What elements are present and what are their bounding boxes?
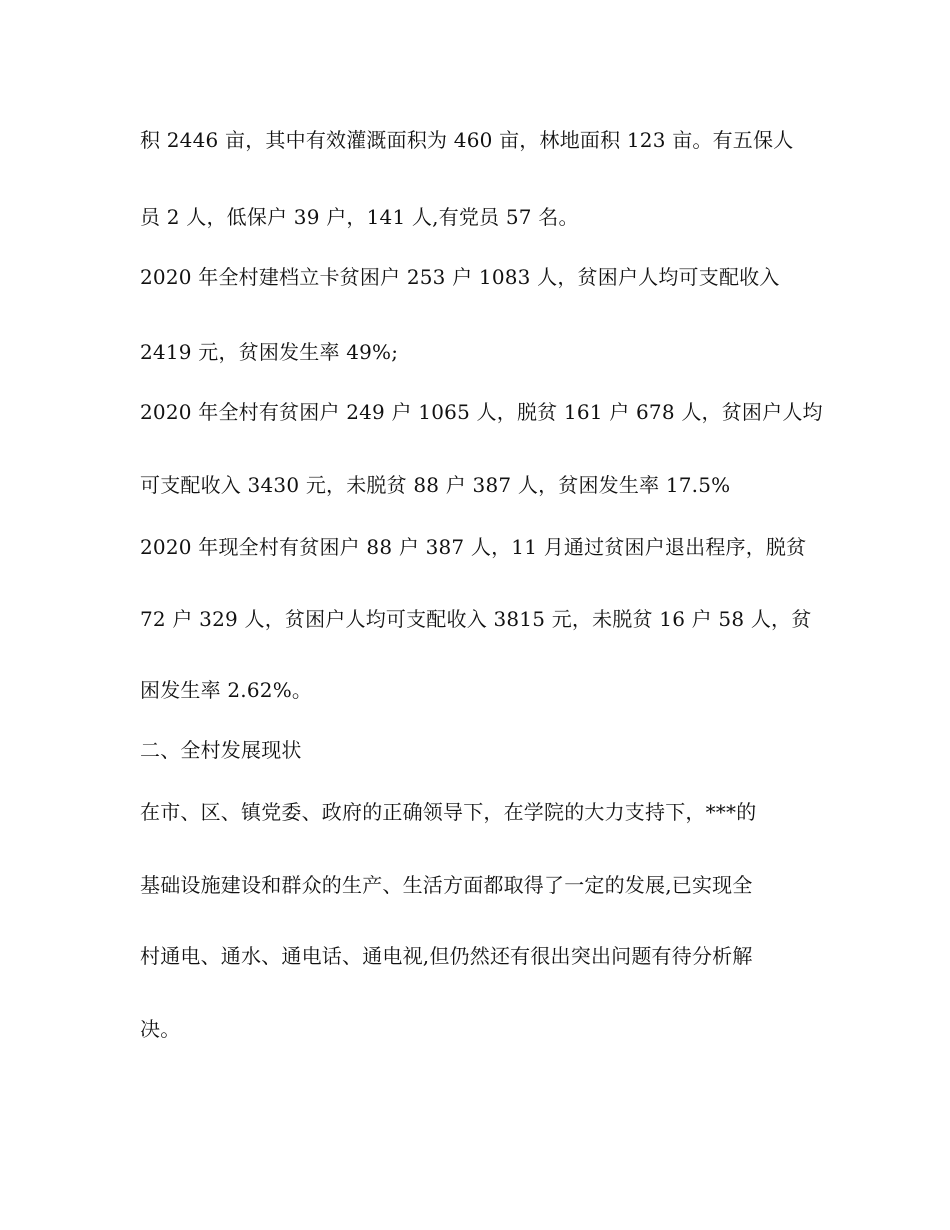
paragraph-line: 在市、区、镇党委、政府的正确领导下，在学院的大力支持下，***的 xyxy=(140,800,757,824)
paragraph-line: 2020 年现全村有贫困户 88 户 387 人，11 月通过贫困户退出程序，脱贫 xyxy=(140,535,807,559)
paragraph-line: 员 2 人，低保户 39 户，141 人,有党员 57 名。 xyxy=(140,205,579,229)
section-heading: 二、全村发展现状 xyxy=(140,738,302,762)
paragraph-line: 2020 年全村建档立卡贫困户 253 户 1083 人，贫困户人均可支配收入 xyxy=(140,265,780,289)
paragraph-line: 可支配收入 3430 元，未脱贫 88 户 387 人，贫困发生率 17.5% xyxy=(140,473,731,497)
paragraph-line: 决。 xyxy=(140,1017,181,1041)
paragraph-line: 积 2446 亩，其中有效灌溉面积为 460 亩，林地面积 123 亩。有五保人 xyxy=(140,128,794,152)
paragraph-line: 基础设施建设和群众的生产、生活方面都取得了一定的发展,已实现全 xyxy=(140,873,753,897)
paragraph-line: 2419 元，贫困发生率 49%; xyxy=(140,340,399,364)
paragraph-line: 村通电、通水、通电话、通电视,但仍然还有很出突出问题有待分析解 xyxy=(140,944,753,968)
paragraph-line: 2020 年全村有贫困户 249 户 1065 人，脱贫 161 户 678 人，贫困户人均 xyxy=(140,400,823,424)
paragraph-line: 72 户 329 人，贫困户人均可支配收入 3815 元，未脱贫 16 户 58 人，贫 xyxy=(140,607,812,631)
paragraph-line: 困发生率 2.62%。 xyxy=(140,678,313,702)
